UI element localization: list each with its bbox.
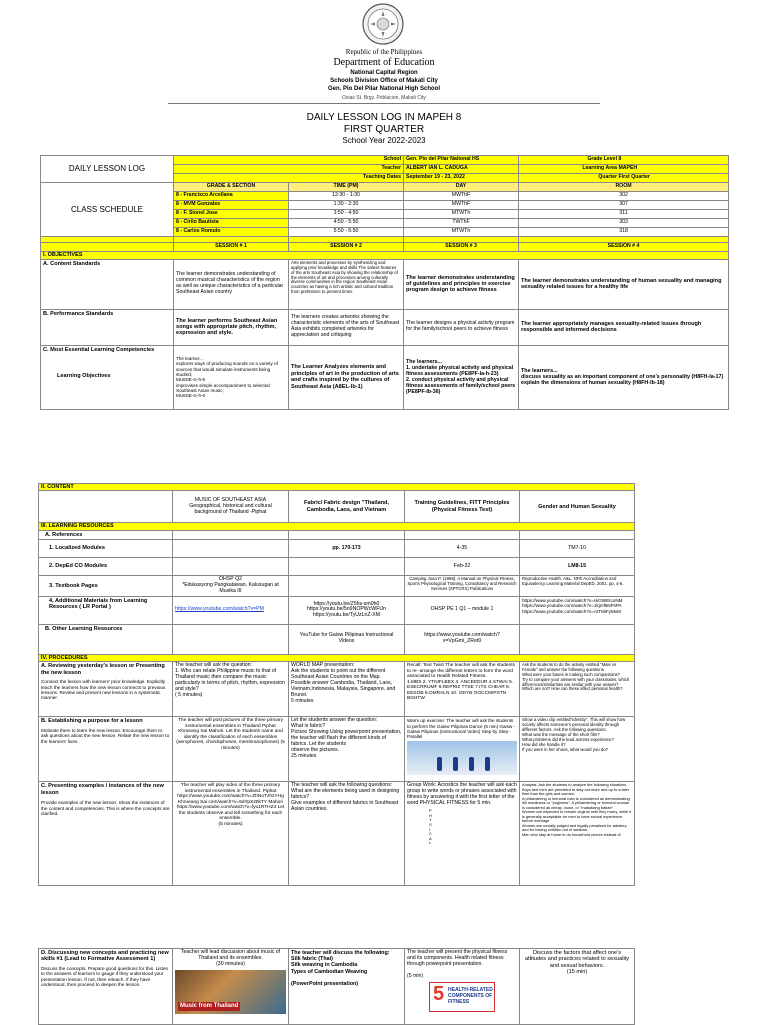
schedule-section: 8 - F. Sionel Jose xyxy=(174,209,289,218)
localized-modules-label: 1. Localized Modules xyxy=(39,540,173,558)
procedure-c-label-cell xyxy=(39,782,173,886)
music-image-caption: Music from Thailand xyxy=(180,1003,239,1010)
section-procedures: IV. PROCEDURES xyxy=(39,654,635,661)
section-resources: III. LEARNING RESOURCES xyxy=(39,523,635,530)
procedure-a-2: WORLD MAP presentation: Ask the students to point out the different Southeast Asian Countries on the Map. Possible answer Cambodia, Thailand, Laos, Vietnam,Indonesia, Malaysia, Singapore, and Brunei. 5 minutes xyxy=(289,662,405,717)
schedule-time: 1:30 - 2:30 xyxy=(289,200,404,209)
music-of-thailand-image xyxy=(175,970,286,1014)
deped-modules-3: Feb-32 xyxy=(405,558,520,576)
header-region: National Capital Region xyxy=(350,70,418,76)
procedure-d-label-cell xyxy=(39,949,173,1025)
grade-row xyxy=(519,156,729,165)
lesson-log-table-1 xyxy=(40,155,729,410)
performance-standards-label: B. Performance Standards xyxy=(41,309,174,345)
deped-modules-label: 2. DepEd CO Modules xyxy=(39,558,173,576)
procedure-d-1-cell xyxy=(173,949,289,1025)
textbook-pages-1: OHSP Q2 *Edukasyong Pangkatawan, Kalusugan at Musika III xyxy=(173,576,289,597)
textbook-pages-3: Camping Joao P. (1998). A Manual on Physical Fitness, Sports Physiological Training, Consultancy and Research Services (SPTCRS) Publications xyxy=(405,576,520,597)
grade-value: 8 xyxy=(618,156,622,162)
procedure-c-label: C. Presenting examples / instances of the new lesson xyxy=(41,783,164,796)
melc-4: The learners... discuss sexuality as an important component of one's personality (H8FH-Ia-17) explain the dimensions of human sexuality (H8FH-Ib-18) xyxy=(519,345,729,409)
dll-label: DAILY LESSON LOG xyxy=(41,156,174,183)
header-school: Gen. Pio Del Pilar National High School xyxy=(327,86,441,92)
procedure-c-desc: Provide examples of the new lesson. Show the instances of the content and competencies. This is where the concepts are clarified. xyxy=(41,800,170,816)
melc-3: The learners... 1. undertake physical activity and physical fitness assessments (PE8PF-Ia-h-23) 2. conduct physical activity and physical fitness assessments of family/school peers (PE8PF-Ib-36) xyxy=(404,345,519,409)
melc-label: C. Most Essential Learning Competencies xyxy=(43,346,155,353)
schedule-day: MTWTh xyxy=(404,227,519,236)
teacher-value: ALBERT IAN L. CADUGA xyxy=(404,164,519,173)
fitness-image-text: HEALTH-RELATED COMPONENTS OF FITNESS xyxy=(448,986,493,1005)
schedule-day: MTWTh xyxy=(404,209,519,218)
melc-2: The Learner Analyzes elements and principles of art in the production of arts and crafts inspired by the cultures of Southeast Asia (A8EL-Ib-1) xyxy=(289,345,404,409)
procedure-b-3-cell xyxy=(405,717,520,782)
fitness-image-number: 5 xyxy=(433,982,445,1005)
procedure-d-3-cell xyxy=(405,949,520,1025)
procedure-d-desc: Discuss the concepts. Prepare good questions for this. Listen to the answers of learners to gauge if they understood your presentation lesson. If not, then reteach. If they have understood, then proceed to deepen the lesson. xyxy=(41,965,169,988)
lesson-log-table-3 xyxy=(38,948,635,1025)
content-standard-4: The learner demonstrates understanding of human sexuality and managing sexuality related issues for a healthy life xyxy=(519,259,729,309)
other-resources-label: B. Other Learning Resources xyxy=(39,624,173,654)
content-4: Gender and Human Sexuality xyxy=(520,491,635,523)
quarter-label: Quarter xyxy=(598,173,618,180)
schedule-header: GRADE & SECTION xyxy=(174,182,289,191)
doc-school-year: School Year 2022-2023 xyxy=(342,136,426,145)
youtube-link-gaisw[interactable]: https://www.youtube.com/watch?v=VpGmi_ZRet0 xyxy=(405,624,520,654)
references-label: A. References xyxy=(39,530,173,539)
doc-title: DAILY LESSON LOG IN MAPEH 8 xyxy=(306,112,462,123)
youtube-links-fabric[interactable]: https://youtu.be/Z5hs-sm0h0 https://youtu.be/5n9NOPWcWFUn https://youtu.be/TyUzLnZ-XM xyxy=(289,596,405,624)
content-standard-2: Arts elements and processes by synthesizing and applying prior knowledge and skills The salient features of the arts Southeast Asia by showing the relationship of the elements of art and processes among culturally diverse communities in the region Southeast Asian countries as having a rich artistic and cultural tradition from prehistoric to present times xyxy=(289,259,404,309)
content-standards-label: A. Content Standards xyxy=(41,259,174,309)
lesson-log-table-2 xyxy=(38,483,635,886)
other-resources-2: YouTube for Gaisw Pilipinas Instructional Videos xyxy=(289,624,405,654)
procedure-a-3: Recall: Text Twist The teacher will ask the students to re- arrange the different letters to form the word associated to Health Related Fitness. 1.MBS 2. YTNIFLBEX 3. ANCEEDUR 4.STWAI 5. ESECRRUMF 6.REPRIZ TTSE 7.ITS CHEAR 8. EESOB 9.OMRALN 10. ODYB OOCCMIPSTN BGHTW xyxy=(405,662,520,717)
textbook-pages-4: Reproductive Health. A&L. NFE Accreditation and Equivalency Learning Material DepED. 2001. pp. 4-6. xyxy=(520,576,635,597)
procedure-b-label: B. Establishing a purpose for a lesson xyxy=(41,718,143,725)
performance-standard-3: The learner designs a physical activity program for the family/school peers to achieve fitness xyxy=(404,309,519,345)
schedule-header: TIME (PM) xyxy=(289,182,404,191)
header-address: Osias St. Brgy. Poblacion, Makati City xyxy=(342,95,426,101)
header-republic: Republic of the Philippines xyxy=(345,48,423,56)
procedure-b-1: The teacher will post pictures of the three primary instrumental ensembles in Thailand Piphat Khrueang Sai Mahori. Let the students name and identify the classification of each ensembles (aerophones, chordophones, membranophones) (5 minutes) xyxy=(173,717,289,782)
procedure-d-1: Teacher will lead discussion about music of Thailand and its ensembles. (30 minutes) xyxy=(180,949,281,967)
header-department: Department of Education xyxy=(333,57,435,68)
schedule-section: 8 - Carlos Romulo xyxy=(174,227,289,236)
schedule-header: DAY xyxy=(404,182,519,191)
procedure-b-4: Show a video clip entitled"Identity". This will show how society affects someone's personal identity through different factors. Ask the following questions: What was the message of the short film? What problems did the lead actress experience? How did she handle it? If you were in her shoes, what would you do? xyxy=(520,717,635,782)
procedure-c-2: The teacher will ask the following questions: What are the elements being used in designing fabrics? Give examples of different fabrics in Southeast Asian countries. xyxy=(289,782,405,886)
schedule-section: 8 - Cirilo Bautista xyxy=(174,218,289,227)
procedure-b-2: Let the students answer the question: What is fabric? Picture Showing Using powerpoint presentation, the teacher will flash the different kinds of fabrics. Let the students observe the pictures. 25 minutes xyxy=(289,717,405,782)
quarter-row xyxy=(519,173,729,182)
quarter-value: First Quarter xyxy=(618,173,650,180)
performance-standard-4: The learner appropriately manages sexuality-related issues through responsible and informed decisions xyxy=(519,309,729,345)
procedure-d-2: The teacher will discuss the following: Silk fabric (Thai) Silk weaving in Cambodia Types of Cambodian Weaving (PowerPoint presentation) xyxy=(289,949,405,1025)
procedure-d-3: The teacher will present the physical fitness and its components. Health related fitness through powerpoint presentation. (5 min) xyxy=(407,949,508,979)
procedure-a-4: Ask the students to do the activity entitled "Male vs Female" and answer the following questions. What were your bases in making such comparisons? Try to compare your answers with your classmates, which differences/similarities are similar with your answer? Which are not? How can these affect personal health? xyxy=(520,662,635,717)
schedule-day: MWThF xyxy=(404,191,519,200)
content-1: MUSIC OF SOUTHEAST ASIA Geographical, historical and cultural background of Thailand -Piphat xyxy=(173,491,289,523)
schedule-room: 311 xyxy=(519,209,729,218)
schedule-room: 303 xyxy=(519,218,729,227)
schedule-time: 3:50 - 4:50 xyxy=(289,209,404,218)
area-row xyxy=(519,164,729,173)
schedule-header: ROOM xyxy=(519,182,729,191)
performance-standard-1: The learner performs Southeast Asian songs with appropriate pitch, rhythm, expression and style. xyxy=(174,309,289,345)
schedule-day: TWThF xyxy=(404,218,519,227)
youtube-links-sexuality[interactable]: https://www.youtube.com/watch?v=HiGWEIcoNM https://www.youtube.com/watch?v=1kjmf9NFsPA https://www.youtube.com/watch?v=AtTMiFyMxM xyxy=(520,596,635,624)
fitness-components-image xyxy=(429,982,495,1012)
session-header: SESSION # 2 xyxy=(289,242,404,251)
section-content: II. CONTENT xyxy=(39,484,635,491)
area-value: MAPEH xyxy=(618,164,638,171)
content-3: Training Guidelines, FITT Principles (Physical Fitness Test) xyxy=(405,491,520,523)
deped-modules-4: LM8-15 xyxy=(520,558,635,576)
schedule-day: MWThF xyxy=(404,200,519,209)
procedure-c-3-cell xyxy=(405,782,520,886)
procedure-b-desc: Motivate them to learn the new lesson. Encourage them to ask questions about the new lesson. Relate the new lesson to the learners' lives. xyxy=(41,727,170,744)
localized-modules-2: pp. 170-173 xyxy=(289,540,405,558)
session-header: SESSION # 3 xyxy=(404,242,519,251)
procedure-d-4: Discuss the factors that affect one's attitudes and practices related to sexuality and sexual behaviors. (15 min) xyxy=(520,949,635,1025)
schedule-section: 8 - MVM Gonzales xyxy=(174,200,289,209)
dates-label: Teaching Dates xyxy=(174,173,404,182)
procedure-a-desc: Connect the lesson with learners' prior knowledge. Explicitly teach the learners how the new lesson connects to previous lessons. Review and present new lessons in a systematic manner. xyxy=(41,679,166,701)
procedure-c-3: Group Work: Acrostics the teacher will ask each group to write words or phrases associated with fitness by answering it with the first letter of the word PHYSICAL FITNESS for 5 min. xyxy=(407,782,517,807)
content-standard-3: The learner demonstrates understanding of guidelines and principles in exercise program design to achieve fitness xyxy=(404,259,519,309)
performance-standard-2: The learners creates artworks showing the characteristic elements of the arts of Southeast Asia exhibits completed artworks for appreciation and critiquing xyxy=(289,309,404,345)
melc-cell xyxy=(41,345,174,409)
school-value: Gen. Pio del Pilar National HS xyxy=(404,156,519,165)
procedure-b-3: Warm up exercise: The teacher will ask the students to perform the Gaisw Pilipinas Dance (5 min) Gaisw - Galaw Pilipinas (Instructional Video) Step by Step - Parallel xyxy=(407,718,515,740)
schedule-room: 307 xyxy=(519,200,729,209)
dance-video-thumbnail xyxy=(407,741,517,775)
section-objectives: I. OBJECTIVES xyxy=(41,251,729,259)
schedule-time: 5:50 - 6:50 xyxy=(289,227,404,236)
header-division: Schools Division Office of Makati City xyxy=(330,78,438,84)
grade-label: Grade Level xyxy=(587,156,618,162)
learning-objectives-label: Learning Objectives xyxy=(57,373,111,380)
additional-materials-label: 4. Additional Materials from Learning Resources ( LR Portal ) xyxy=(39,596,173,624)
melc-1: The learner... explores ways of producing sounds on a variety of sources that would simulate instruments being studied; MU8SE-Ic-h-5 improvises simple accompaniment to selected Southeast Asian music; MU8SE-Ic-h-6 xyxy=(174,345,289,409)
youtube-link-piphat[interactable]: https://www.youtube.com/watch?v=PM xyxy=(175,606,264,613)
procedure-a-1: The teacher will ask the question: 1. Who can relate Philippine music to that of Thailand music then compare the music particularly in terms of pitch, rhythm, expression and style? ( 5 minutes) xyxy=(173,662,289,717)
schedule-label: CLASS SCHEDULE xyxy=(41,182,174,236)
procedure-d-label: D. Discussing new concepts and practicing new skills #1 (Lead to Formative Assessment 1) xyxy=(41,950,169,963)
schedule-time: 12:30 - 1:30 xyxy=(289,191,404,200)
procedure-c-4: Analysis. Ask the students to analyze the following situations. Boys and men are permitted to stay out more and up to a later time than the girls and women. A philandering or immoral man is considered as demonstrating his manliness or "poginess". A philandering or immoral woman is considered as cheap, loose, or "mababang babae". Women are expected to remain virginal until they marry, while it is generally acceptable for men to have sexual experience before marriage. Women are socially judged and legally penalized for adultery and for having children out of wedlock. Men who stay at home to do household chores instead of xyxy=(520,782,635,886)
header-divider xyxy=(168,103,600,104)
session-header: SESSION # 4 xyxy=(519,242,729,251)
schedule-room: 302 xyxy=(519,191,729,200)
content-2: Fabric/ Fabric design "Thailand, Cambodia, Laos, and Vietnam xyxy=(289,491,405,523)
school-label: School xyxy=(174,156,404,165)
content-standard-1: The learner demonstrates understanding of common musical characteristics of the region as well as unique characteristics of a particular Southeast Asian country xyxy=(174,259,289,309)
teacher-label: Teacher xyxy=(174,164,404,173)
session-header: SESSION # 1 xyxy=(174,242,289,251)
procedure-b-label-cell xyxy=(39,717,173,782)
dates-value: September 19 - 23, 2022 xyxy=(404,173,519,182)
schedule-room: 318 xyxy=(519,227,729,236)
procedure-c-1: The teacher will play video of the three primary instrumental ensembles in Thailand. Piphat https://www.youtube.com/watch?v=ZhNoTzhzYHg Khrueang Sai com/watch?v=9dYpX2tIkTY Mahori https://www.youtube.com/watch?v=fyu1RTHZ4 Let the students observe and tell something for each ensemble. (5 minutes) xyxy=(173,782,289,886)
additional-materials-3: OHSP PE 1 Q1 – module 1 xyxy=(405,596,520,624)
schedule-time: 4:50 - 5:50 xyxy=(289,218,404,227)
area-label: Learning Area xyxy=(582,164,618,171)
doc-quarter: FIRST QUARTER xyxy=(343,124,425,135)
procedure-a-label-cell xyxy=(39,662,173,717)
procedure-a-label: A. Reviewing yesterday's lesson or Presenting the new lesson xyxy=(41,663,165,676)
schedule-section: 8 - Francisco Arcellana xyxy=(174,191,289,200)
deped-seal xyxy=(360,2,406,46)
textbook-pages-label: 3. Textbook Pages xyxy=(39,576,173,597)
acrostic-letters: P H Y S I C A L xyxy=(429,808,432,846)
localized-modules-3: 4-35 xyxy=(405,540,520,558)
localized-modules-4: TM7-10 xyxy=(520,540,635,558)
